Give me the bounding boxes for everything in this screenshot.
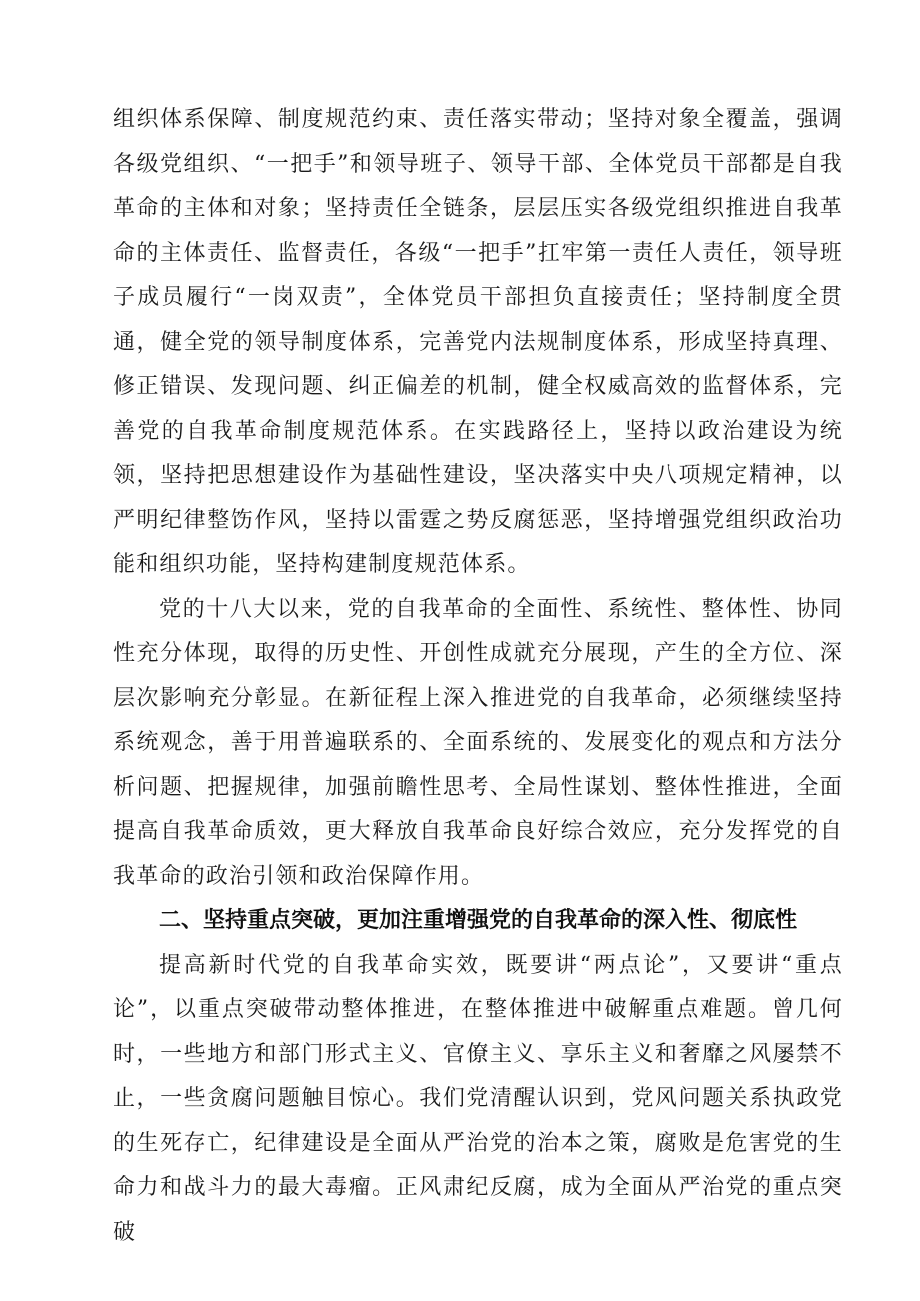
paragraph-1: 组织体系保障、制度规范约束、责任落实带动；坚持对象全覆盖，强调各级党组织、“一把手”和领导班子、领导干部、全体党员干部都是自我革命的主体和对象；坚持责任全链条，层层压实各级党组织推进自我革命的主体责任、监督责任，各级“一把手”扛牢第一责任人责任，领导班子成员履行“一岗双责”，全体党员干部担负直接责任；坚持制度全贯通，健全党的领导制度体系，完善党内法规制度体系，形成坚持真理、修正错误、发现问题、纠正偏差的机制，健全权威高效的监督体系，完善党的自我革命制度规范体系。在实践路径上，坚持以政治建设为统领，坚持把思想建设作为基础性建设，坚决落实中央八项规定精神，以严明纪律整饬作风，坚持以雷霆之势反腐惩恶，坚持增强党组织政治功能和组织功能，坚持构建制度规范体系。 xyxy=(113,107,843,577)
section-heading: 二、坚持重点突破，更加注重增强党的自我革命的深入性、彻底性 xyxy=(159,908,798,933)
document-body xyxy=(113,98,843,1255)
paragraph-3: 提高新时代党的自我革命实效，既要讲“两点论”，又要讲“重点论”，以重点突破带动整体推进，在整体推进中破解重点难题。曾几何时，一些地方和部门形式主义、官僚主义、享乐主义和奢靡之风屡禁不止，一些贪腐问题触目惊心。我们党清醒认识到，党风问题关系执政党的生死存亡，纪律建设是全面从严治党的治本之策，腐败是危害党的生命力和战斗力的最大毒瘤。正风肃纪反腐，成为全面从严治党的重点突破 xyxy=(113,952,843,1245)
paragraph-2: 党的十八大以来，党的自我革命的全面性、系统性、整体性、协同性充分体现，取得的历史性、开创性成就充分展现，产生的全方位、深层次影响充分彰显。在新征程上深入推进党的自我革命，必须继续坚持系统观念，善于用普遍联系的、全面系统的、发展变化的观点和方法分析问题、把握规律，加强前瞻性思考、全局性谋划、整体性推进，全面提高自我革命质效，更大释放自我革命良好综合效应，充分发挥党的自我革命的政治引领和政治保障作用。 xyxy=(113,596,843,889)
